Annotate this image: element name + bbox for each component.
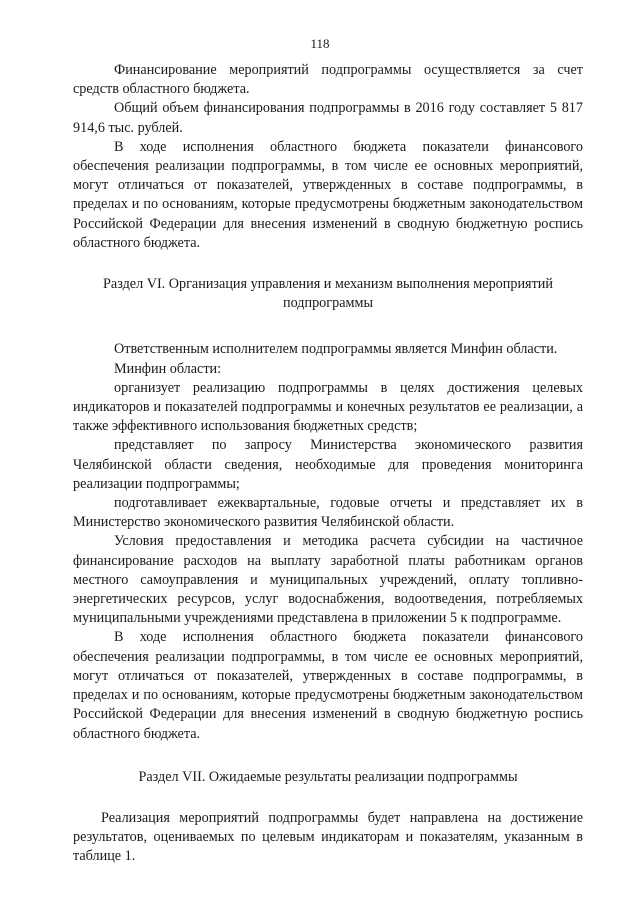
paragraph-subsidy-conditions: Условия предоставления и методика расчета субсидии на частичное финансирование расходов на выплату заработной платы работникам органов местного самоуправления и муниципальных учреждений, оплату топливно-энергетических ресурсов, услуг водоснабжения, водоотведения, потребляемых муниципальными учреждениями представлена в приложении 5 к подпрограмме. [73, 533, 583, 627]
paragraph-financing-volume: Общий объем финансирования подпрограммы в 2016 году составляет 5 817 914,6 тыс. рублей. [73, 100, 583, 136]
paragraph-expected-results: Реализация мероприятий подпрограммы будет направлена на достижение результатов, оцениваемых по целевым индикаторам и показателям, указанным в таблице 1. [73, 809, 583, 865]
section-6-heading [73, 275, 583, 313]
section-6-title-line-1: Раздел VI. Организация управления и механизм выполнения мероприятий [103, 276, 553, 293]
paragraph-financing-source: Финансирование мероприятий подпрограммы осуществляется за счет средств областного бюджета. [73, 62, 583, 98]
document-body [73, 61, 583, 867]
paragraph-budget-execution-2: В ходе исполнения областного бюджета показатели финансового обеспечения реализации подпрограммы, в том числе ее основных мероприятий, могут отличаться от показателей, утвержденных в составе подпрограммы, в пределах и по основаниям, которые предусмотрены бюджетным законодательством Российской Федерации для внесения изменений в сводную бюджетную роспись областного бюджета. [73, 629, 583, 742]
paragraph-responsible-executor: Ответственным исполнителем подпрограммы является Минфин области. [114, 341, 558, 358]
page-number: 118 [310, 36, 330, 51]
paragraph-prepares-reports: подготавливает ежеквартальные, годовые отчеты и представляет их в Министерство экономического развития Челябинской области. [73, 495, 583, 531]
paragraph-presents: представляет по запросу Министерства экономического развития Челябинской области сведения, необходимые для проведения мониторинга реализации подпрограммы; [73, 437, 583, 492]
section-6-title-line-2: подпрограммы [283, 295, 373, 312]
paragraph-budget-execution: В ходе исполнения областного бюджета показатели финансового обеспечения реализации подпрограммы, в том числе ее основных мероприятий, могут отличаться от показателей, утвержденных в составе подпрограммы, в пределах и по основаниям, которые предусмотрены бюджетным законодательством Российской Федерации для внесения изменений в сводную бюджетную роспись областного бюджета. [73, 138, 583, 251]
section-7-heading: Раздел VII. Ожидаемые результаты реализации подпрограммы [138, 768, 518, 785]
paragraph-minfin-label: Минфин области: [114, 360, 222, 377]
paragraph-organizes: организует реализацию подпрограммы в целях достижения целевых индикаторов и показателей подпрограммы и конечных результатов ее реализации, а также эффективного использования бюджетных средств; [73, 379, 583, 435]
